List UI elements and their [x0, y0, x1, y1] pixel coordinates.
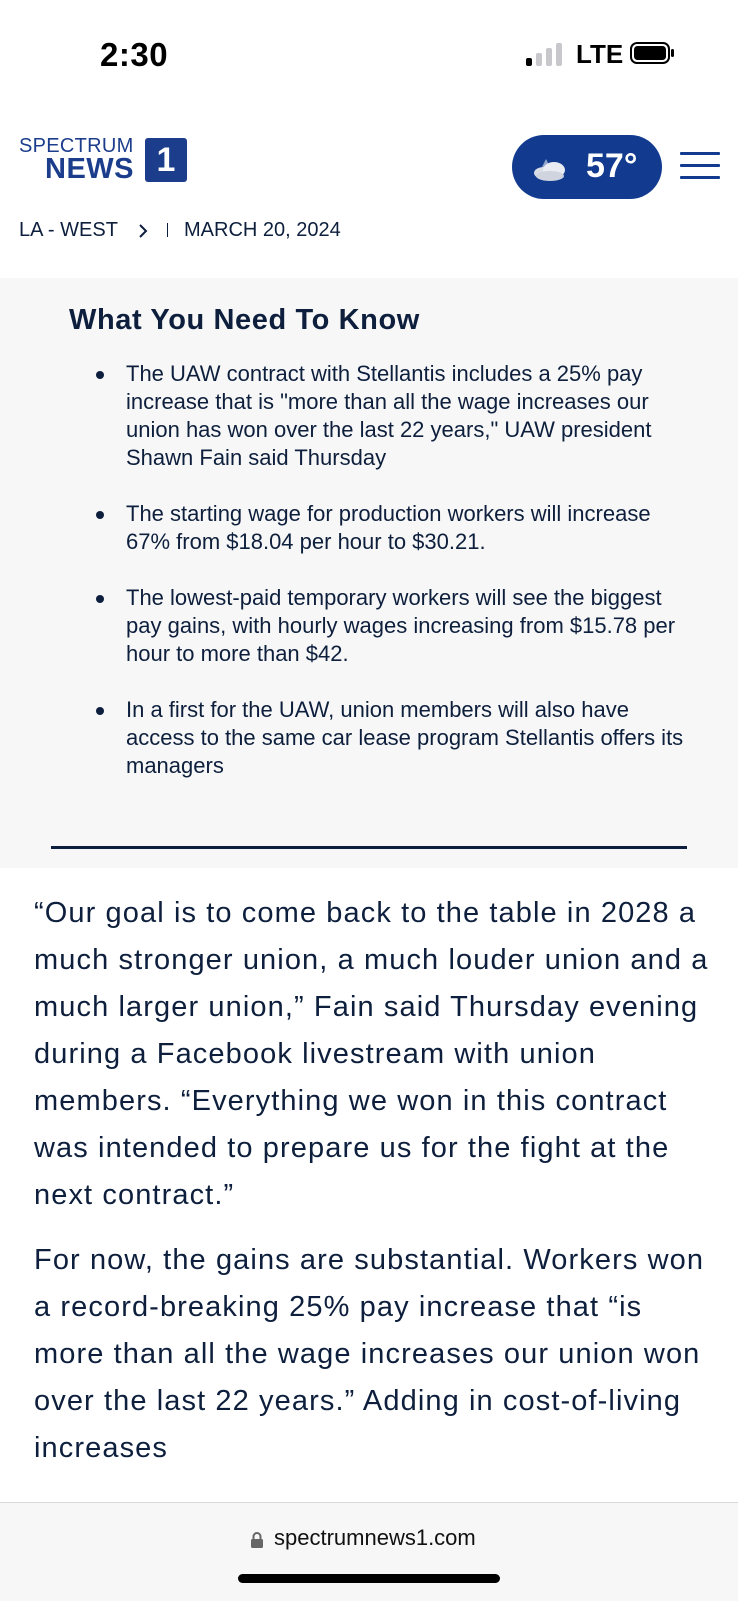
wyntk-list-item [96, 696, 696, 780]
weather-button[interactable] [512, 135, 662, 199]
wyntk-list [96, 360, 696, 808]
spectrum-news-logo[interactable] [19, 135, 189, 185]
breadcrumb [19, 219, 719, 249]
wyntk-item-text: The lowest-paid temporary workers will see the biggest pay gains, with hourly wages increasing from $15.78 per hour to more than $42. [126, 585, 676, 666]
weather-temperature: 57° [586, 147, 638, 185]
url-text[interactable]: spectrumnews1.com [274, 1525, 476, 1550]
status-bar [0, 0, 738, 108]
bullet-icon [96, 595, 104, 603]
lock-icon [250, 1531, 264, 1549]
bullet-icon [96, 371, 104, 379]
browser-url-bar[interactable] [0, 1502, 738, 1601]
logo-wordmark-bottom: NEWS [45, 153, 134, 185]
bullet-icon [96, 707, 104, 715]
article-paragraph: For now, the gains are substantial. Workers won a record-breaking 25% pay increase that “is more than all the wage increases our union won over the last 22 years.” Adding in cost-of-living increases [34, 1244, 705, 1464]
article-date: MARCH 20, 2024 [184, 219, 341, 241]
breadcrumb-region-link[interactable]: LA - WEST [19, 219, 118, 241]
what-you-need-to-know-box [0, 278, 738, 868]
cellular-signal-icon [526, 42, 562, 66]
wyntk-list-item [96, 360, 696, 472]
battery-icon [630, 42, 676, 64]
wyntk-list-item [96, 584, 696, 668]
status-time: 2:30 [100, 36, 169, 73]
logo-badge: 1 [145, 138, 187, 182]
article-body [34, 890, 714, 1510]
network-type: LTE [576, 39, 624, 69]
wyntk-heading: What You Need To Know [69, 304, 420, 336]
chevron-right-icon[interactable] [137, 219, 149, 243]
section-divider [51, 846, 687, 849]
bullet-icon [96, 511, 104, 519]
wyntk-item-text: The UAW contract with Stellantis includes a 25% pay increase that is "more than all the wage increases our union has won over the last 22 years," UAW president Shawn Fain said Thursday [126, 361, 652, 470]
site-header [0, 108, 738, 208]
wyntk-item-text: The starting wage for production workers will increase 67% from $18.04 per hour to $30.21. [126, 501, 651, 554]
home-indicator[interactable] [238, 1574, 500, 1583]
hamburger-menu-icon[interactable] [680, 152, 720, 182]
cloudy-weather-icon [530, 149, 570, 185]
breadcrumb-separator [167, 223, 168, 237]
wyntk-item-text: In a first for the UAW, union members will also have access to the same car lease program Stellantis offers its managers [126, 697, 684, 778]
logo-wordmark-top: SPECTRUM [19, 135, 134, 157]
wyntk-list-item [96, 500, 696, 556]
article-paragraph: “Our goal is to come back to the table in 2028 a much stronger union, a much louder union and a much larger union,” Fain said Thursday evening during a Facebook livestream with union members. “Everything we won in this contract was intended to prepare us for the fight at the next contract.” [34, 897, 709, 1211]
